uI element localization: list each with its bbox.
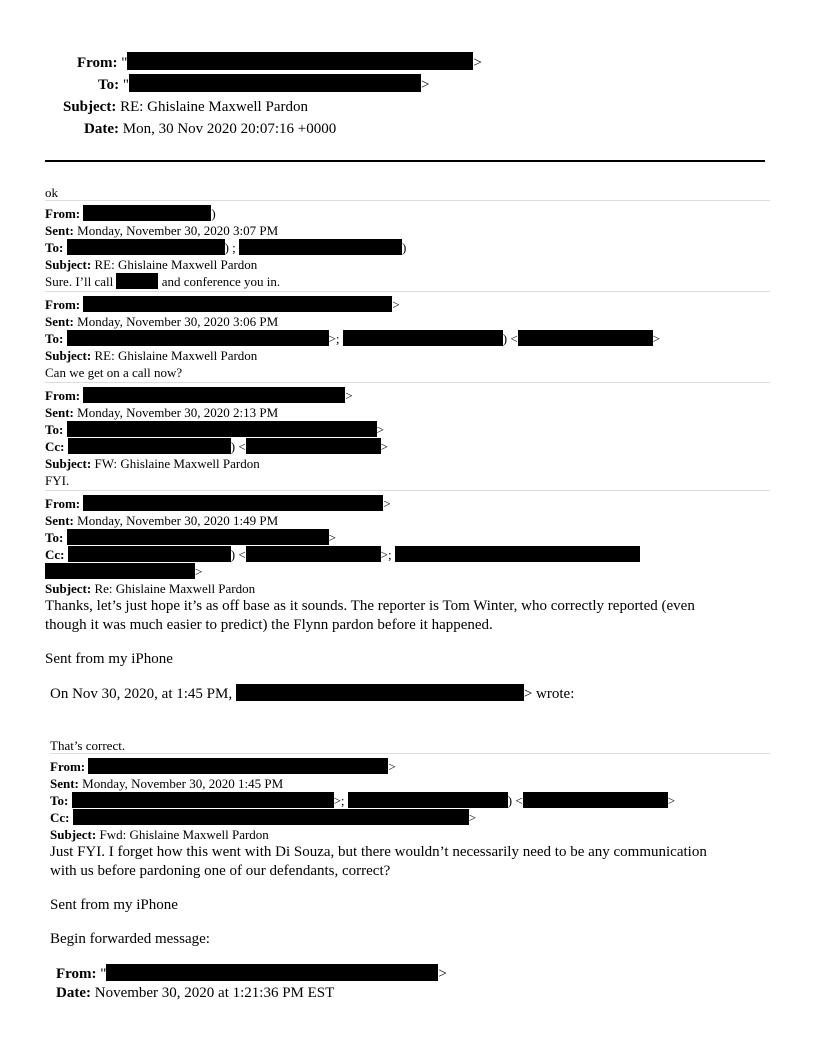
- from-label: From:: [45, 206, 81, 221]
- m4-sent-row: [45, 512, 278, 529]
- m5-subject-row: [50, 826, 269, 843]
- header-date-label: Date:: [84, 121, 119, 137]
- redaction-block: [88, 758, 388, 774]
- m1-subject-row: [45, 256, 257, 273]
- m4-body-line1: Thanks, let’s just hope it’s as off base as it sounds. The reporter is Tom Winter, who correctly reported (even: [45, 598, 695, 614]
- separator: ) <: [230, 547, 246, 562]
- from-label: From:: [45, 388, 81, 403]
- redaction-block: [68, 546, 231, 562]
- angle-close: >: [195, 564, 203, 579]
- m5-from-row: [50, 758, 396, 775]
- header-date-row: [84, 118, 336, 140]
- m1-to-row: [45, 239, 406, 256]
- header-subject-row: [63, 96, 308, 118]
- cc-label: Cc:: [45, 547, 65, 562]
- redaction-block: [83, 387, 345, 403]
- m4-from-row: [45, 495, 391, 512]
- separator: ) <: [502, 331, 518, 346]
- subject-text: RE: Ghislaine Maxwell Pardon: [94, 257, 258, 272]
- sent-date: Monday, November 30, 2020 3:07 PM: [77, 223, 279, 238]
- paren-close: ): [402, 240, 407, 255]
- m2-sent-row: [45, 313, 278, 330]
- header-subject: RE: Ghislaine Maxwell Pardon: [120, 99, 308, 115]
- message-divider: [45, 291, 770, 292]
- redaction-block: [68, 438, 231, 454]
- separator: ) ;: [224, 240, 236, 255]
- header-subject-label: Subject:: [63, 99, 117, 115]
- redaction-block: [239, 239, 402, 255]
- redaction-block: [343, 330, 503, 346]
- m4-signature: Sent from my iPhone: [45, 651, 173, 667]
- quote-mark: ": [100, 966, 107, 982]
- redaction-block: [83, 495, 383, 511]
- m2-body: Can we get on a call now?: [45, 365, 183, 380]
- cc-label: Cc:: [45, 439, 65, 454]
- quote-mark: ": [121, 55, 128, 71]
- m3-body: FYI.: [45, 473, 70, 488]
- redaction-block: [518, 330, 653, 346]
- redaction-block: [395, 546, 640, 562]
- cc-label: Cc:: [50, 810, 70, 825]
- angle-close: >: [421, 77, 430, 93]
- angle-close: >: [438, 966, 447, 982]
- redaction-block: [45, 563, 195, 579]
- sent-date: Monday, November 30, 2020 2:13 PM: [77, 405, 279, 420]
- separator: >;: [333, 793, 345, 808]
- subject-label: Subject:: [45, 581, 92, 596]
- from-label: From:: [45, 297, 81, 312]
- message-divider: [45, 382, 770, 383]
- redaction-block: [67, 421, 377, 437]
- from-label: From:: [45, 496, 81, 511]
- m4-subject-row: [45, 580, 255, 597]
- redaction-block: [236, 684, 524, 701]
- m4-cc-row: [45, 546, 640, 563]
- m4-to-row: [45, 529, 336, 546]
- redaction-block: [246, 438, 381, 454]
- angle-close: >: [380, 439, 389, 454]
- paren-close: ): [211, 206, 216, 221]
- angle-close: >: [388, 759, 396, 774]
- m3-cc-row: [45, 438, 388, 455]
- message-divider: [50, 753, 770, 754]
- m3-sent-row: [45, 404, 278, 421]
- subject-text: FW: Ghislaine Maxwell Pardon: [94, 456, 260, 471]
- from-label: From:: [50, 759, 86, 774]
- m5-to-row: [50, 792, 675, 809]
- m1-body: [45, 273, 280, 290]
- redaction-block: [246, 546, 381, 562]
- sent-date: Monday, November 30, 2020 1:45 PM: [82, 776, 284, 791]
- angle-close: >: [376, 422, 384, 437]
- redaction-block: [83, 296, 392, 312]
- quote-intro: On Nov 30, 2020, at 1:45 PM,: [50, 686, 233, 702]
- m3-from-row: [45, 387, 353, 404]
- fwd-date-row: [56, 984, 334, 1003]
- sent-label: Sent:: [45, 314, 74, 329]
- to-label: To:: [45, 331, 64, 346]
- subject-text: Re: Ghislaine Maxwell Pardon: [94, 581, 256, 596]
- m3-subject-row: [45, 455, 260, 472]
- from-label: From:: [56, 966, 97, 982]
- sent-date: Monday, November 30, 2020 1:49 PM: [77, 513, 279, 528]
- angle-close: >: [667, 793, 676, 808]
- redaction-block: [67, 330, 329, 346]
- angle-close: >: [473, 55, 482, 71]
- m2-to-row: [45, 330, 660, 347]
- angle-close: >: [468, 810, 477, 825]
- m4-quote-line: [50, 684, 574, 704]
- angle-close: >: [652, 331, 661, 346]
- separator: ) <: [230, 439, 246, 454]
- m4-body-line2: though it was much easier to predict) the Flynn pardon before it happened.: [45, 617, 493, 633]
- m2-from-row: [45, 296, 400, 313]
- subject-text: RE: Ghislaine Maxwell Pardon: [94, 348, 258, 363]
- redaction-block: [523, 792, 668, 808]
- q1-body: That’s correct.: [50, 738, 126, 753]
- m5-sent-row: [50, 775, 283, 792]
- to-label: To:: [50, 793, 69, 808]
- sent-label: Sent:: [45, 405, 74, 420]
- m5-forwarded-label: Begin forwarded message:: [50, 931, 210, 947]
- redaction-block: [83, 205, 211, 221]
- fwd-date: November 30, 2020 at 1:21:36 PM EST: [94, 985, 335, 1001]
- to-label: To:: [45, 422, 64, 437]
- header-divider: [45, 160, 765, 162]
- m5-cc-row: [50, 809, 476, 826]
- separator: ) <: [507, 793, 523, 808]
- header-from-row: [77, 52, 482, 74]
- m3-to-row: [45, 421, 384, 438]
- m4-cc-row-cont: [45, 563, 202, 580]
- m5-body-line1: Just FYI. I forget how this went with Di Souza, but there wouldn’t necessarily need to be any communication: [50, 844, 707, 860]
- header-to-row: [98, 74, 429, 96]
- date-label: Date:: [56, 985, 91, 1001]
- reply-body: ok: [45, 185, 58, 200]
- header-date: Mon, 30 Nov 2020 20:07:16 +0000: [122, 121, 337, 137]
- header-to-label: To:: [98, 77, 120, 93]
- subject-label: Subject:: [45, 348, 92, 363]
- header-from-label: From:: [77, 55, 118, 71]
- redaction-block: [127, 52, 473, 70]
- angle-close: >: [328, 530, 336, 545]
- subject-label: Subject:: [45, 257, 92, 272]
- to-label: To:: [45, 530, 64, 545]
- separator: >;: [328, 331, 340, 346]
- redaction-block: [106, 964, 438, 981]
- sent-label: Sent:: [45, 223, 74, 238]
- angle-close: >: [392, 297, 400, 312]
- quote-wrote: > wrote:: [523, 686, 575, 702]
- redaction-block: [73, 809, 469, 825]
- redaction-block: [67, 239, 225, 255]
- subject-label: Subject:: [50, 827, 97, 842]
- m1-from-row: [45, 205, 216, 222]
- angle-close: >: [345, 388, 353, 403]
- to-label: To:: [45, 240, 64, 255]
- m5-body-line2: with us before pardoning one of our defendants, correct?: [50, 863, 391, 879]
- m5-signature: Sent from my iPhone: [50, 897, 178, 913]
- subject-text: Fwd: Ghislaine Maxwell Pardon: [99, 827, 269, 842]
- subject-label: Subject:: [45, 456, 92, 471]
- redaction-block: [348, 792, 508, 808]
- m2-subject-row: [45, 347, 257, 364]
- sent-label: Sent:: [50, 776, 79, 791]
- quote-mark: ": [122, 77, 129, 93]
- redaction-block: [67, 529, 329, 545]
- message-divider: [45, 200, 770, 201]
- sent-label: Sent:: [45, 513, 74, 528]
- fwd-from-row: [56, 964, 447, 984]
- body-text: Sure. I’ll call: [45, 274, 114, 289]
- separator: >;: [380, 547, 392, 562]
- m1-sent-row: [45, 222, 278, 239]
- redaction-block: [72, 792, 334, 808]
- redaction-block: [129, 74, 421, 92]
- body-text: and conference you in.: [161, 274, 281, 289]
- angle-close: >: [383, 496, 391, 511]
- sent-date: Monday, November 30, 2020 3:06 PM: [77, 314, 279, 329]
- redaction-block: [116, 273, 158, 289]
- message-divider: [45, 490, 770, 491]
